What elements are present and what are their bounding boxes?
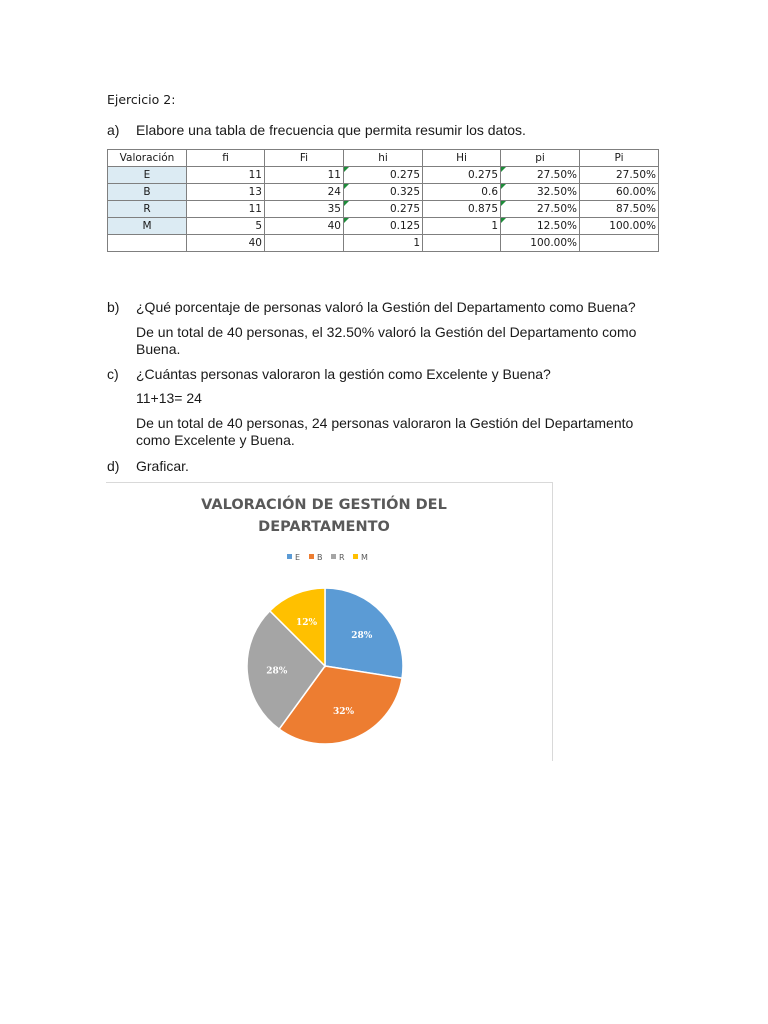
item-c-label: c) <box>107 366 119 382</box>
table-row <box>108 201 659 218</box>
cell: 40 <box>187 235 265 252</box>
header-valoracion: Valoración <box>108 150 187 167</box>
pie-chart <box>106 483 552 761</box>
frequency-table <box>107 149 659 252</box>
cell: 100.00% <box>580 218 659 235</box>
cell: 27.50% <box>501 167 580 184</box>
cell: 87.50% <box>580 201 659 218</box>
pie-label-E: 28% <box>351 631 373 642</box>
legend-label-E: E <box>295 553 301 562</box>
cell: 60.00% <box>580 184 659 201</box>
item-c-calc: 11+13= 24 <box>136 390 202 406</box>
table-header-row <box>108 150 659 167</box>
cell: 11 <box>265 167 344 184</box>
cell: 11 <box>187 167 265 184</box>
cell: 32.50% <box>501 184 580 201</box>
cell: 100.00% <box>501 235 580 252</box>
cell: 40 <box>265 218 344 235</box>
item-a-label: a) <box>107 122 120 138</box>
chart-legend <box>287 553 368 562</box>
cell <box>265 235 344 252</box>
header-Hi: Hi <box>423 150 501 167</box>
row-label: R <box>108 201 187 218</box>
cell: 12.50% <box>501 218 580 235</box>
cell: 13 <box>187 184 265 201</box>
cell <box>423 235 501 252</box>
row-label <box>108 235 187 252</box>
cell: 35 <box>265 201 344 218</box>
cell: 5 <box>187 218 265 235</box>
header-pi: pi <box>501 150 580 167</box>
pie-label-B: 32% <box>332 707 355 718</box>
legend-swatch-E <box>287 554 292 559</box>
header-Pi: Pi <box>580 150 659 167</box>
row-label: B <box>108 184 187 201</box>
item-b-answer: De un total de 40 personas, el 32.50% valoró la Gestión del Departamento como Buena. <box>136 324 637 357</box>
legend-label-B: B <box>317 553 323 562</box>
cell: 0.325 <box>344 184 423 201</box>
cell: 0.875 <box>423 201 501 218</box>
table-row <box>108 167 659 184</box>
chart-title-line1: VALORACIÓN DE GESTIÓN DEL <box>201 497 447 513</box>
item-b-label: b) <box>107 299 120 315</box>
header-Fi: Fi <box>265 150 344 167</box>
cell: 11 <box>187 201 265 218</box>
cell: 1 <box>344 235 423 252</box>
legend-label-M: M <box>361 553 368 562</box>
item-d-text: Graficar. <box>136 458 189 474</box>
item-a-text: Elabore una tabla de frecuencia que permita resumir los datos. <box>136 122 526 138</box>
cell: 27.50% <box>501 201 580 218</box>
cell: 24 <box>265 184 344 201</box>
chart-frame <box>106 482 553 761</box>
cell: 0.275 <box>344 201 423 218</box>
item-d-label: d) <box>107 458 120 474</box>
item-b-text: ¿Qué porcentaje de personas valoró la Gestión del Departamento como Buena? <box>136 299 636 315</box>
cell: 0.6 <box>423 184 501 201</box>
cell <box>580 235 659 252</box>
row-label: M <box>108 218 187 235</box>
cell: 0.275 <box>344 167 423 184</box>
table-total-row <box>108 235 659 252</box>
header-hi: hi <box>344 150 423 167</box>
table-row <box>108 218 659 235</box>
cell: 0.125 <box>344 218 423 235</box>
item-c-answer: De un total de 40 personas, 24 personas valoraron la Gestión del Departamento como Excelente y Buena. <box>136 415 634 448</box>
row-label: E <box>108 167 187 184</box>
header-fi: fi <box>187 150 265 167</box>
legend-label-R: R <box>339 553 345 562</box>
legend-swatch-B <box>309 554 314 559</box>
chart-title-line2: DEPARTAMENTO <box>258 519 390 535</box>
item-c-text: ¿Cuántas personas valoraron la gestión como Excelente y Buena? <box>136 366 551 382</box>
cell: 0.275 <box>423 167 501 184</box>
cell: 1 <box>423 218 501 235</box>
cell: 27.50% <box>580 167 659 184</box>
pie-label-R: 28% <box>266 666 288 677</box>
legend-swatch-R <box>331 554 336 559</box>
exercise-heading: Ejercicio 2: <box>107 92 176 107</box>
legend-swatch-M <box>353 554 358 559</box>
pie-label-M: 12% <box>295 617 318 628</box>
table-row <box>108 184 659 201</box>
